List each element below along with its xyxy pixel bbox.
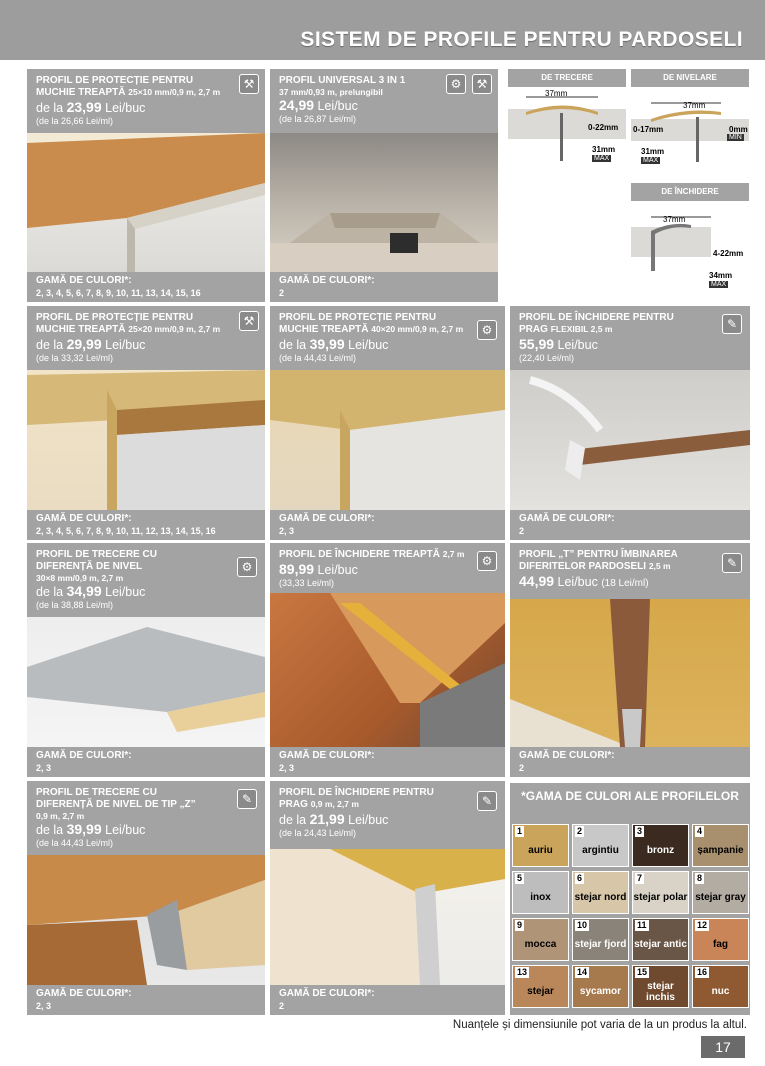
product-name-2: DIFERENȚĂ DE NIVEL DE TIP „Z” — [36, 799, 196, 810]
dim-height-min: 0mm — [729, 125, 748, 134]
color-range — [270, 510, 505, 540]
product-photo — [27, 370, 265, 510]
product-card — [270, 781, 505, 1015]
product-card — [510, 306, 750, 540]
product-spec: 2,5 m — [648, 561, 671, 571]
product-name: PROFIL DE PROTECȚIE PENTRU — [36, 75, 194, 86]
color-swatch-12 — [692, 918, 749, 961]
product-card — [27, 306, 265, 540]
price-prefix: de la — [279, 338, 310, 352]
product-name: PROFIL DE ÎNCHIDERE TREAPTĂ — [279, 549, 440, 560]
color-range-label: GAMĂ DE CULORI*: — [279, 275, 375, 287]
swatch-name: fag — [713, 939, 728, 950]
dim-height: 4-22mm — [713, 249, 744, 258]
product-info — [270, 543, 473, 595]
color-swatch-6 — [572, 871, 629, 914]
color-range — [270, 747, 505, 777]
unit-price: (de la 24,43 Lei/ml) — [279, 828, 357, 838]
product-photo — [510, 599, 750, 747]
product-info — [270, 781, 443, 845]
color-range-label: GAMĂ DE CULORI*: — [36, 988, 132, 1000]
product-spec: 30×8 mm/0,9 m, 2,7 m — [36, 573, 124, 583]
product-info — [270, 69, 414, 131]
color-range-values: 2, 3 — [279, 762, 295, 773]
swatch-number: 1 — [517, 826, 523, 836]
swatch-name: stejar fjord — [574, 939, 627, 950]
color-range — [27, 747, 265, 777]
swatch-name: auriu — [528, 845, 553, 856]
color-range — [27, 510, 265, 540]
product-photo — [27, 617, 265, 747]
unit-price: (de la 44,43 Lei/ml) — [279, 353, 357, 363]
color-swatch-1 — [512, 824, 569, 867]
color-swatch-7 — [632, 871, 689, 914]
product-card — [510, 543, 750, 777]
dim-width: 37mm — [683, 101, 706, 110]
product-photo — [270, 370, 505, 510]
dim-max: MAX — [711, 281, 727, 288]
swatch-number: 6 — [577, 873, 583, 883]
product-card — [270, 543, 505, 777]
color-range — [510, 510, 750, 540]
product-spec: 25×10 mm/0,9 m, 2,7 m — [128, 87, 221, 97]
color-range-values: 2, 3, 4, 5, 6, 7, 8, 9, 10, 11, 12, 13, 14, 15, 16 — [36, 525, 216, 536]
price-unit: Lei/buc — [554, 575, 598, 589]
swatch-name: stejar — [527, 986, 554, 997]
swatch-number: 14 — [577, 967, 588, 977]
product-info — [27, 543, 166, 617]
price-unit: Lei/buc — [101, 823, 146, 838]
swatch-name: nuc — [711, 986, 730, 997]
color-range-label: GAMĂ DE CULORI*: — [36, 513, 132, 525]
drill-icon: ⚙ — [477, 551, 497, 571]
color-swatch-10 — [572, 918, 629, 961]
color-range-values: 2, 3 — [36, 762, 52, 773]
dim-depth: 34mm — [709, 271, 733, 280]
product-photo — [27, 133, 265, 272]
dim-depth: 31mm — [641, 147, 665, 156]
price-unit: Lei/buc — [314, 99, 358, 114]
color-range — [510, 747, 750, 777]
dim-height: 0-17mm — [633, 125, 664, 134]
product-card — [270, 306, 505, 540]
color-swatch-3 — [632, 824, 689, 867]
product-name-2: MUCHIE TREAPTĂ — [36, 324, 126, 335]
product-spec: 0,9 m, 2,7 m — [310, 799, 359, 809]
product-info — [510, 306, 683, 370]
color-swatch-13 — [512, 965, 569, 1008]
swatch-name: șampanie — [697, 845, 744, 856]
product-photo — [27, 855, 265, 985]
product-spec: 25×20 mm/0,9 m, 2,7 m — [128, 324, 221, 334]
color-range-values: 2, 3 — [279, 525, 295, 536]
product-price: 29,99 — [66, 336, 102, 352]
hammer-icon: ⚒ — [239, 311, 259, 331]
glue-icon: ✎ — [722, 314, 742, 334]
price-unit: Lei/buc — [101, 338, 146, 352]
color-swatch-15 — [632, 965, 689, 1008]
product-name: PROFIL DE ÎNCHIDERE PENTRU — [519, 312, 674, 323]
color-palette-title: *GAMA DE CULORI ALE PROFILELOR — [521, 789, 739, 803]
dim-width: 37mm — [663, 215, 686, 224]
price-prefix: de la — [36, 823, 67, 838]
color-range — [27, 272, 265, 302]
swatch-number: 16 — [697, 967, 708, 977]
color-range-values: 2 — [279, 1000, 285, 1011]
swatch-number: 4 — [697, 826, 703, 836]
drill-icon: ⚙ — [237, 557, 257, 577]
unit-price: (de la 33,32 Lei/ml) — [36, 353, 114, 363]
swatch-number: 12 — [697, 920, 708, 930]
dim-max: MAX — [594, 155, 610, 162]
swatch-number: 11 — [637, 920, 647, 930]
unit-price: (de la 26,87 Lei/ml) — [279, 114, 357, 125]
swatch-name: mocca — [524, 939, 557, 950]
swatch-number: 7 — [637, 873, 643, 883]
swatch-name: stejar inchis — [646, 980, 675, 1003]
diagram-label: DE ÎNCHIDERE — [631, 183, 749, 201]
price-unit: Lei/buc — [101, 585, 146, 600]
product-spec: 0,9 m, 2,7 m — [36, 811, 85, 821]
swatch-number: 10 — [577, 920, 588, 930]
glue-icon: ✎ — [237, 789, 257, 809]
color-range-label: GAMĂ DE CULORI*: — [279, 513, 375, 525]
product-name: PROFIL DE PROTECȚIE PENTRU — [36, 312, 194, 323]
price-prefix: de la — [36, 338, 67, 352]
glue-icon: ✎ — [722, 553, 742, 573]
unit-price: (22,40 Lei/ml) — [519, 353, 575, 363]
color-swatch-2 — [572, 824, 629, 867]
product-info — [27, 69, 229, 133]
price-unit: Lei/buc — [314, 563, 358, 577]
product-name-2: DIFERENȚĂ DE NIVEL — [36, 561, 143, 572]
diagram-inchidere — [631, 183, 749, 301]
color-range-values: 2, 3, 4, 5, 6, 7, 8, 9, 10, 11, 13, 14, 15, 16 — [36, 287, 201, 298]
swatch-name: stejar polar — [633, 892, 688, 903]
dim-width: 37mm — [545, 89, 568, 98]
diagram-trecere — [508, 69, 626, 184]
price-prefix: de la — [36, 585, 67, 600]
color-range-values: 2 — [519, 762, 525, 773]
product-info — [27, 781, 205, 855]
product-info — [270, 306, 472, 370]
hammer-icon: ⚒ — [239, 74, 259, 94]
color-swatch-5 — [512, 871, 569, 914]
swatch-name: argintiu — [582, 845, 619, 856]
color-range-label: GAMĂ DE CULORI*: — [36, 275, 132, 287]
swatch-name: stejar nord — [574, 892, 627, 903]
swatch-name: stejar gray — [695, 892, 746, 903]
hammer-icon: ⚒ — [472, 74, 492, 94]
price-unit: Lei/buc — [101, 101, 146, 115]
product-spec: FLEXIBIL 2,5 m — [550, 324, 613, 334]
product-price: 39,99 — [66, 821, 102, 838]
product-name-2: PRAG — [279, 799, 308, 810]
unit-price: (de la 26,66 Lei/ml) — [36, 116, 114, 126]
product-card — [27, 69, 265, 302]
product-price: 89,99 — [279, 561, 315, 577]
product-name: PROFIL DE PROTECȚIE PENTRU — [279, 312, 437, 323]
color-range-label: GAMĂ DE CULORI*: — [279, 750, 375, 762]
color-range — [270, 985, 505, 1015]
product-photo — [510, 370, 750, 510]
swatch-number: 15 — [637, 967, 648, 977]
product-card — [270, 69, 498, 302]
price-prefix: de la — [279, 813, 310, 827]
color-range-values: 2 — [279, 287, 285, 298]
swatch-name: bronz — [646, 845, 675, 856]
color-swatch-16 — [692, 965, 749, 1008]
product-name-2: MUCHIE TREAPTĂ — [36, 87, 126, 98]
product-spec: 37 mm/0,93 m, prelungibil — [279, 87, 383, 97]
color-range-label: GAMĂ DE CULORI*: — [36, 750, 132, 762]
color-range-values: 2, 3 — [36, 1000, 52, 1011]
price-prefix: de la — [36, 101, 67, 115]
product-spec: 40×20 mm/0,9 m, 2,7 m — [371, 324, 464, 334]
color-range-label: GAMĂ DE CULORI*: — [279, 988, 375, 1000]
product-price: 44,99 — [519, 573, 555, 589]
product-name-2: MUCHIE TREAPTĂ — [279, 324, 369, 335]
color-swatch-8 — [692, 871, 749, 914]
price-unit: Lei/buc — [554, 338, 598, 352]
color-range-label: GAMĂ DE CULORI*: — [519, 513, 615, 525]
product-name-2: PRAG — [519, 324, 548, 335]
product-photo — [270, 593, 505, 747]
swatch-name: sycamor — [579, 986, 622, 997]
product-name: PROFIL DE TRECERE CU — [36, 549, 157, 560]
product-photo — [270, 133, 498, 272]
swatch-number: 9 — [517, 920, 523, 930]
color-range-values: 2 — [519, 525, 525, 536]
page-number: 17 — [701, 1036, 745, 1058]
product-price: 34,99 — [66, 583, 102, 600]
disclaimer-note: Nuanțele și dimensiunile pot varia de la un produs la altul. — [452, 1019, 747, 1031]
dim-min: MIN — [729, 134, 742, 141]
drill-icon: ⚙ — [477, 320, 497, 340]
price-unit: Lei/buc — [344, 813, 389, 827]
drill-icon: ⚙ — [446, 74, 466, 94]
unit-price: (de la 38,88 Lei/ml) — [36, 600, 114, 611]
color-swatch-4 — [692, 824, 749, 867]
swatch-number: 13 — [517, 967, 528, 977]
product-info — [27, 306, 229, 370]
swatch-number: 2 — [577, 826, 583, 836]
product-name-2: DIFERITELOR PARDOSELI — [519, 561, 647, 572]
dim-height: 0-22mm — [588, 123, 619, 132]
page-header — [0, 0, 765, 60]
product-spec: 2,7 m — [442, 549, 465, 559]
swatch-number: 3 — [637, 826, 643, 836]
product-name: PROFIL UNIVERSAL 3 IN 1 — [279, 75, 406, 86]
color-range — [270, 272, 498, 302]
dim-max: MAX — [643, 157, 659, 164]
unit-price: (18 Lei/ml) — [601, 578, 649, 589]
swatch-number: 8 — [697, 873, 703, 883]
diagram-nivelare — [631, 69, 749, 184]
unit-price: (de la 44,43 Lei/ml) — [36, 838, 114, 849]
product-price: 55,99 — [519, 336, 555, 352]
color-swatch-11 — [632, 918, 689, 961]
color-swatch-9 — [512, 918, 569, 961]
product-price: 39,99 — [309, 336, 345, 352]
product-price: 24,99 — [279, 97, 315, 114]
color-palette — [510, 783, 750, 1015]
product-photo — [270, 849, 505, 985]
color-range-label: GAMĂ DE CULORI*: — [519, 750, 615, 762]
swatch-name: stejar antic — [634, 939, 687, 950]
product-card — [27, 543, 265, 777]
unit-price: (33,33 Lei/ml) — [279, 578, 335, 588]
swatch-name: inox — [530, 892, 551, 903]
product-price: 21,99 — [309, 811, 345, 827]
glue-icon: ✎ — [477, 791, 497, 811]
page-title: SISTEM DE PROFILE PENTRU PARDOSELI — [300, 28, 743, 51]
diagram-label: DE NIVELARE — [631, 69, 749, 87]
product-card — [27, 781, 265, 1015]
product-price: 23,99 — [66, 99, 102, 115]
product-name: PROFIL DE ÎNCHIDERE PENTRU — [279, 787, 434, 798]
product-info — [510, 543, 687, 596]
swatch-number: 5 — [517, 873, 523, 883]
color-swatch-14 — [572, 965, 629, 1008]
product-name: PROFIL DE TRECERE CU — [36, 787, 157, 798]
price-unit: Lei/buc — [344, 338, 389, 352]
product-name: PROFIL „T” PENTRU ÎMBINAREA — [519, 549, 678, 560]
dim-depth: 31mm — [592, 145, 616, 154]
diagram-label: DE TRECERE — [508, 69, 626, 87]
color-range — [27, 985, 265, 1015]
